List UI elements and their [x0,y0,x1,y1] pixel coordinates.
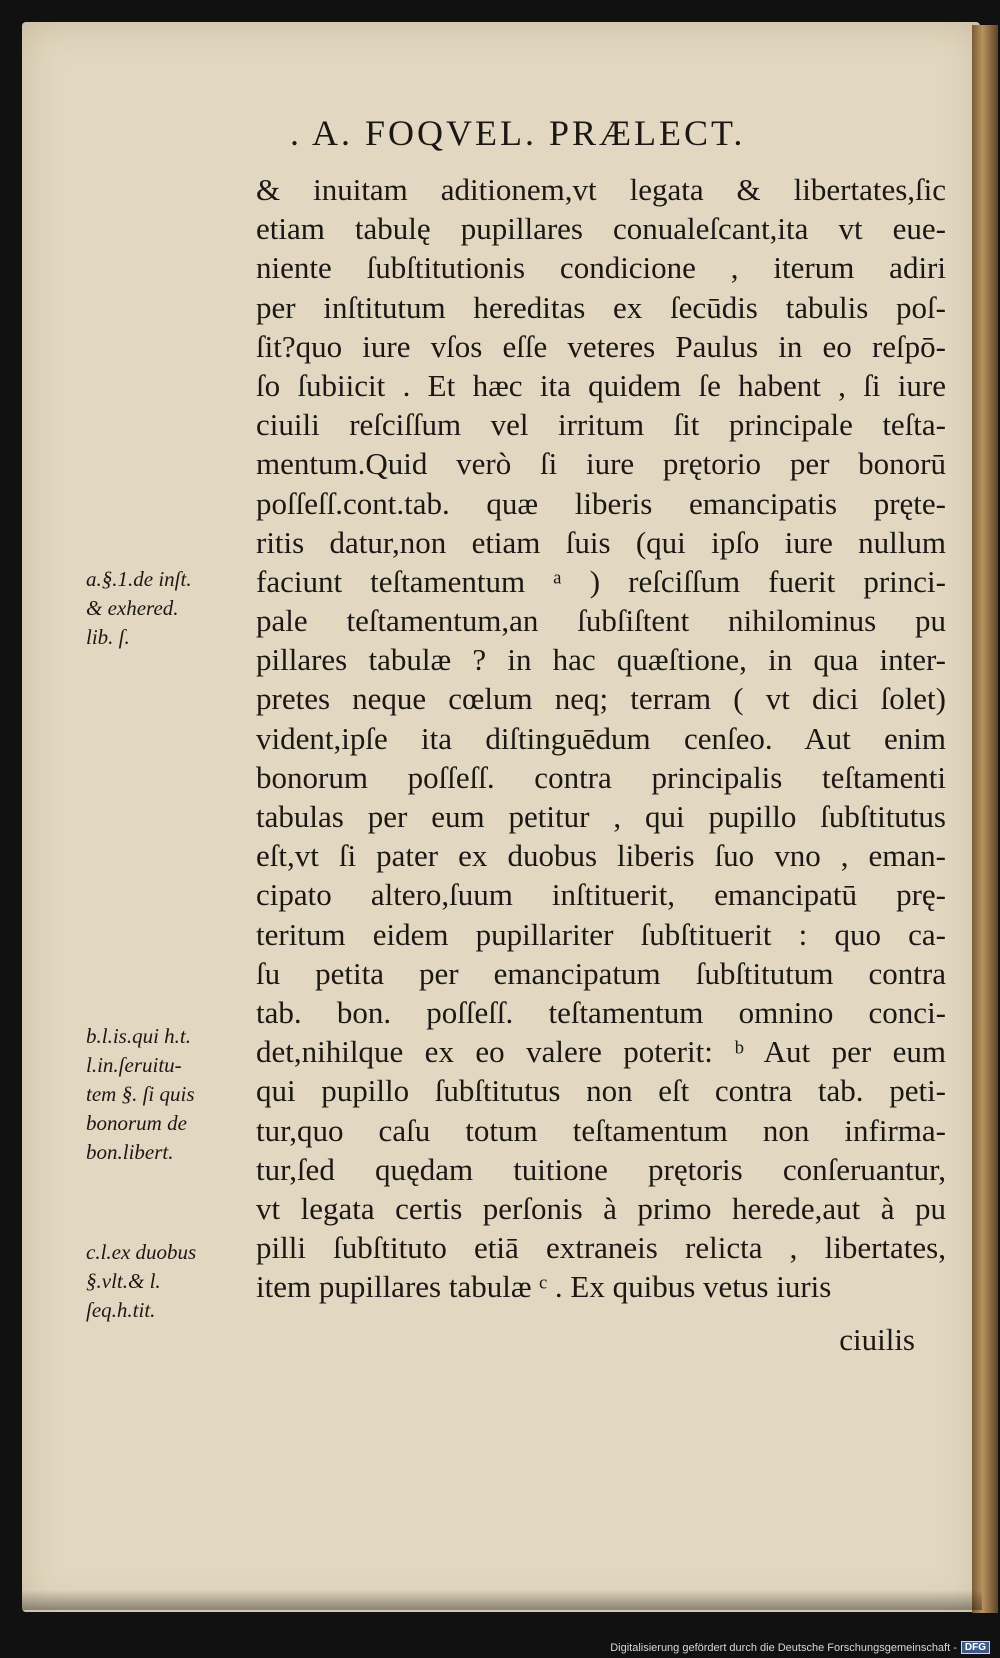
marginal-note-b [86,1022,251,1167]
marginal-line: & exhered. [86,596,179,620]
text-line: per inſtitutum hereditas ex ſecūdis tabulis poſ- [256,289,946,325]
text-line: qui pupillo ſubſtitutus non eſt contra tab. peti- [256,1073,946,1109]
marginal-line: bonorum de [86,1111,187,1135]
text-line: pale teſtamentum,an ſubſiſtent nihilominus pu [256,603,946,639]
text-line: vident,ipſe ita diſtinguēdum cenſeo. Aut enim [256,720,946,756]
text-line: eſt,vt ſi pater ex duobus liberis ſuo vno , eman- [256,838,946,874]
text-line: pilli ſubſtituto etiā extraneis relicta , libertates, [256,1230,946,1266]
marginal-line: lib. ſ. [86,625,130,649]
text-line: poſſeſſ.cont.tab. quæ liberis emancipatis pręte- [256,485,946,521]
running-head: . A. FOQVEL. PRÆLECT. [290,113,746,153]
text-line: ſo ſubiicit . Et hæc ita quidem ſe habent , ſi iure [256,367,946,403]
text-line: tur,ſed quędam tuitione prętoris conſeruantur, [256,1151,946,1187]
text-line: etiam tabulę pupillares conualeſcant,ita vt eue- [256,211,946,247]
text-line: faciunt teſtamentum ᵃ ) reſciſſum fuerit princi- [256,563,946,599]
marginal-line: a.§.1.de inſt. [86,567,192,591]
page-edge [972,25,998,1613]
page-shadow [22,1590,982,1610]
footer-credit: Digitalisierung gefördert durch die Deutsche Forschungsgemeinschaft - [610,1641,957,1654]
body-text [256,170,946,1306]
text-line: mentum.Quid verò ſi iure prętorio per bonorū [256,446,946,482]
marginal-note-a [86,565,251,652]
digitization-footer [610,1641,990,1654]
text-line: det,nihilque ex eo valere poterit: ᵇ Aut per eum [256,1034,946,1070]
text-line: pretes neque cœlum neq; terram ( vt dici ſolet) [256,681,946,717]
catchword: ciuilis [839,1322,915,1357]
text-line: tabulas per eum petitur , qui pupillo ſubſtitutus [256,799,946,834]
marginal-line: tem §. ſi quis [86,1082,195,1106]
text-line: teritum eidem pupillariter ſubſtituerit : quo ca- [256,916,946,952]
marginal-line: l.in.ſeruitu- [86,1053,182,1077]
text-line: vt legata certis perſonis à primo herede,aut à pu [256,1190,946,1226]
text-line: item pupillares tabulæ ᶜ . Ex quibus vetus iuris [256,1269,832,1305]
marginal-line: b.l.is.qui h.t. [86,1024,192,1048]
text-line: ciuili reſciſſum vel irritum ſit principale teſta- [256,407,946,443]
text-line: ritis datur,non etiam ſuis (qui ipſo iure nullum [256,524,946,560]
text-line: niente ſubſtitutionis condicione , iterum adiri [256,250,946,286]
marginal-line: bon.libert. [86,1140,174,1164]
text-line: tur,quo caſu totum teſtamentum non infirma- [256,1112,946,1148]
marginal-line: c.l.ex duobus [86,1240,197,1264]
text-line: bonorum poſſeſſ. contra principalis teſtamenti [256,759,946,795]
text-line: & inuitam aditionem,vt legata & libertates,ſic [256,172,946,207]
text-line: cipato altero,ſuum inſtituerit, emancipatū prę- [256,877,946,913]
text-line: tab. bon. poſſeſſ. teſtamentum omnino conci- [256,994,946,1030]
marginal-line: ſeq.h.tit. [86,1298,156,1322]
marginal-note-c [86,1238,251,1325]
dfg-logo: DFG [961,1641,990,1654]
text-line: ſit?quo iure vſos eſſe veteres Paulus in eo reſpō- [256,328,946,364]
text-line: ſu petita per emancipatum ſubſtitutum contra [256,955,946,991]
marginal-line: §.vlt.& l. [86,1269,161,1293]
text-line: pillares tabulæ ? in hac quæſtione, in qua inter- [256,642,946,678]
